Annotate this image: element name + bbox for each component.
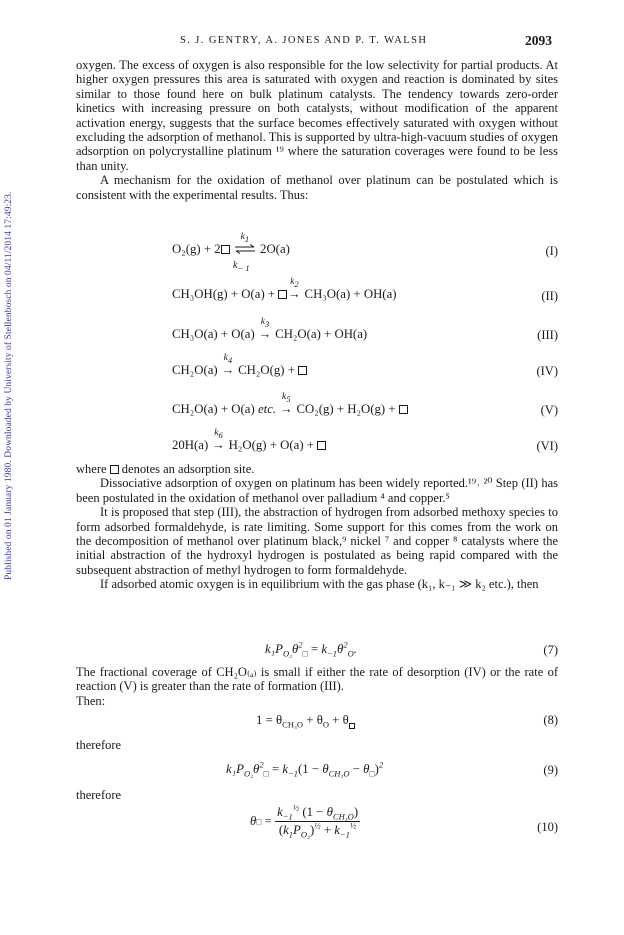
site-box [110, 465, 119, 474]
paragraph-3: Dissociative adsorption of oxygen on platinum has been widely reported.¹⁹˒ ²⁰ Step (II) has been postulated in the oxidation of methanol over palladium ⁴ and copper.⁵ [76, 476, 558, 505]
site-box [298, 366, 307, 375]
download-note: Published on 01 January 1980. Downloaded by University of Stellenbosch on 04/11/2014 17:49:23. [4, 191, 14, 580]
body-text [76, 58, 558, 202]
equilibrium-arrow: $k_1$ [233, 242, 257, 257]
then-label: Then: [76, 693, 106, 708]
paragraph-2: A mechanism for the oxidation of methanol over platinum can be postulated which is consistent with the experimental results. Thus: [76, 173, 558, 202]
eq-number-IV: (IV) [536, 364, 558, 378]
eq-number-8: (8) [543, 713, 558, 727]
equation-V: CH₂O(a) + O(a) etc. $k_5$ → CO₂(g) + H₂O(g) + [172, 402, 408, 417]
equation-IV: CH₂O(a) $k_4$ → CH₂O(g) + [172, 363, 307, 378]
site-box [221, 245, 230, 254]
equation-7: $k_1P_{O_2}\theta^2_□ = k_{-1}\theta^2_O$. [265, 639, 357, 659]
paragraph-5: If adsorbed atomic oxygen is in equilibrium with the gas phase (k₁, k₋₁ ≫ k₂ etc.), then [100, 577, 539, 592]
equation-9: $k_1P_{O_2}\theta^2_□ = k_{-1}(1 - \theta_{CH_3O} - \theta_□)^2$ [226, 759, 384, 779]
k-minus-1-label: $k_{- 1}$ [233, 260, 250, 273]
download-watermark [2, 150, 18, 580]
equation-8: $1 = \theta_{CH_3O} + \theta_O + \theta$ [256, 713, 355, 729]
paragraph-4: It is proposed that step (III), the abstraction of hydrogen from adsorbed methoxy species to form adsorbed formaldehyde, is rate limiting. Some support for this comes from the work on the decomposition of methanol over platinum black,⁹ nickel ⁷ and copper ⁸ catalysts where the initial abstraction of the hydroxyl hydrogen is postulated as being rapid compared with the subsequent abstraction of methyl hydrogen to form formaldehyde. [76, 505, 558, 577]
fraction: $\frac{k_{-1}^{\frac{1}{2}} (1 - \theta_{CH_3O})}{(k_1P_{O_2})^{\frac{1}{2}} + k_{-1}^{\frac{1}{2}}}$ [277, 802, 359, 840]
eq-number-9: (9) [543, 763, 558, 777]
site-box [278, 290, 287, 299]
therefore-1: therefore [76, 738, 122, 752]
eq-number-7: (7) [543, 643, 558, 657]
body-text-3 [76, 665, 558, 708]
site-box [317, 441, 326, 450]
eq-number-VI: (VI) [536, 439, 558, 453]
page-header [0, 35, 624, 51]
reaction-arrow: $k_5$ → [279, 392, 293, 416]
site-box [399, 405, 408, 414]
reaction-arrow: $k_3$ → [258, 317, 272, 341]
eq-number-10: (10) [537, 820, 558, 834]
therefore-2: therefore [76, 788, 122, 802]
paragraph-6: The fractional coverage of CH₂O₍ₐ₎ is small if either the rate of desorption (IV) or the rate of reaction (V) is greater than the rate of formation (III). [76, 665, 558, 694]
reaction-arrow: $k_2$ → [287, 277, 301, 301]
eq-number-II: (II) [541, 289, 558, 303]
paragraph-1: oxygen. The excess of oxygen is also responsible for the low selectivity for partial products. At higher oxygen pressures this area is saturated with oxygen and reaction is dominated by sites similar to those found here on bulk platinum catalysts. The tendency towards zero-order kinetics with increasing pressure on both catalysts, without modification of the apparent activation energy, suggests that the surface becomes effectively saturated with oxygen without excluding the adsorption of methanol. This is supported by ultra-high-vacuum studies of oxygen adsorption on polycrystalline platinum ¹⁹ where the saturation coverages were found to be less than unity. [76, 58, 558, 173]
eq-number-I: (I) [545, 244, 558, 258]
reaction-arrow: $k_4$ → [221, 353, 235, 377]
eq-number-III: (III) [537, 328, 558, 342]
eq-number-V: (V) [540, 403, 558, 417]
equation-III: CH₃O(a) + O(a) $k_3$ → CH₂O(a) + OH(a) [172, 317, 368, 341]
running-title: S. J. GENTRY, A. JONES AND P. T. WALSH [180, 35, 428, 46]
equation-II: CH₃OH(g) + O(a) + $k_2$ → CH₃O(a) + OH(a) [172, 277, 397, 301]
equation-VI: 20H(a) $k_6$ → H₂O(g) + O(a) + [172, 438, 326, 453]
equation-10: θ□ = $\frac{k_{-1}^{\frac{1}{2}} (1 - \theta_{CH_3O})}{(k_1P_{O_2})^{\frac{1}{2}} + k_{-1}^{\frac{1}{2}}}$ [250, 802, 359, 840]
reaction-arrow: $k_6$ → [212, 428, 225, 452]
body-text-2 [76, 462, 558, 592]
site-definition: where denotes an adsorption site. [76, 462, 255, 476]
page-number: 2093 [525, 33, 552, 48]
equation-I: O₂(g) + 2 $k_1$ 2O(a) [172, 232, 290, 256]
